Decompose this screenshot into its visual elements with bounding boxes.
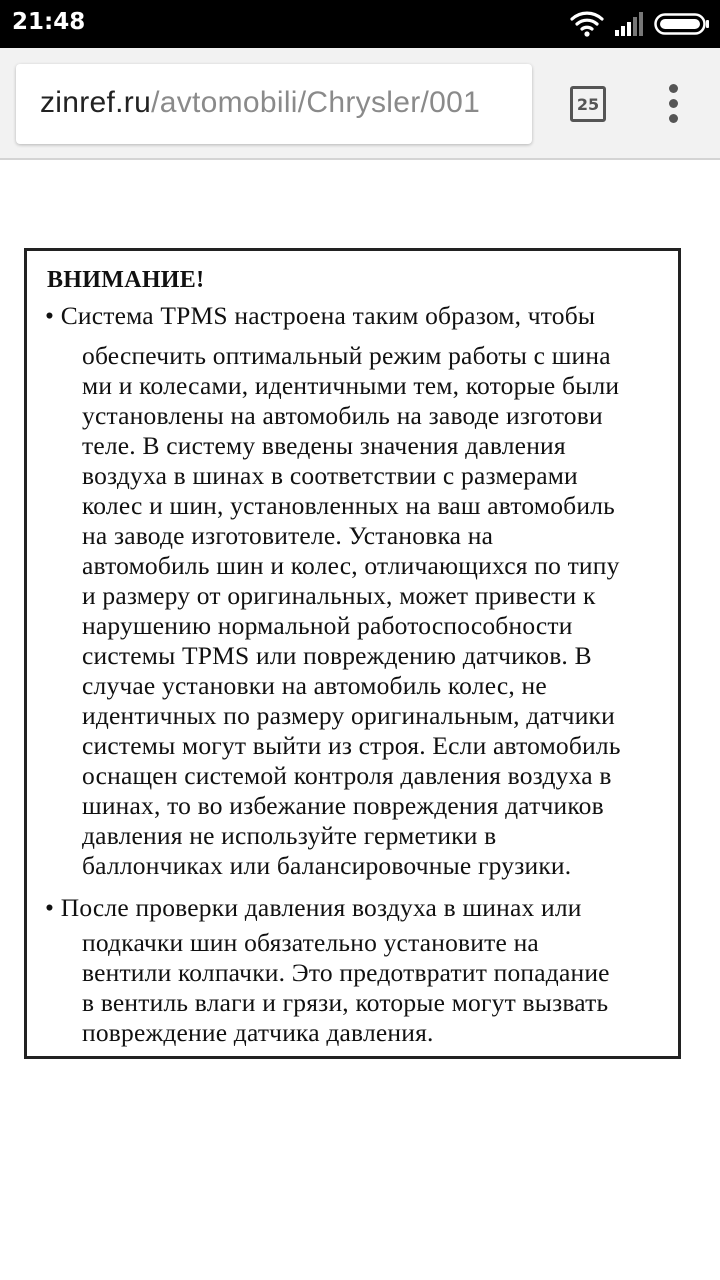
more-vert-icon[interactable] xyxy=(662,84,686,124)
battery-icon xyxy=(654,13,710,35)
text-line: системы TPMS или повреждению датчиков. В xyxy=(82,641,592,670)
wifi-icon xyxy=(570,10,604,38)
text-line: в вентиль влаги и грязи, которые могут вызвать xyxy=(82,988,609,1017)
url-text xyxy=(40,86,480,120)
url-path: /avtomobili/Chrysler/001 xyxy=(151,86,481,119)
text-line: ми и колесами, идентичными тем, которые были xyxy=(82,371,620,400)
tab-switcher-button[interactable]: 25 xyxy=(570,86,606,122)
text-line: вентили колпачки. Это предотвратит попадание xyxy=(82,958,610,987)
text-line: колес и шин, установленных на ваш автомобиль xyxy=(82,491,615,520)
text-line: на заводе изготовителе. Установка на xyxy=(82,521,494,550)
address-bar[interactable] xyxy=(16,64,532,144)
text-line: воздуха в шинах в соответствии с размерами xyxy=(82,461,578,490)
signal-icon xyxy=(614,12,646,36)
text-line: случае установки на автомобиль колес, не xyxy=(82,671,547,700)
url-domain: zinref.ru xyxy=(40,86,152,119)
text-line: нарушению нормальной работоспособности xyxy=(82,611,573,640)
status-bar xyxy=(0,0,720,48)
text-line: установлены на автомобиль на заводе изготови xyxy=(82,401,603,430)
text-line: оснащен системой контроля давления воздуха в xyxy=(82,761,612,790)
text-line: повреждение датчика давления. xyxy=(82,1018,434,1047)
status-time: 21:48 xyxy=(12,9,86,35)
text-line: баллончиках или балансировочные грузики. xyxy=(82,851,572,880)
text-line: идентичных по размеру оригинальным, датчики xyxy=(82,701,615,730)
bullet1-first-line: • Система TPMS настроена таким образом, чтобы xyxy=(45,301,596,330)
text-line: системы могут выйти из строя. Если автомобиль xyxy=(82,731,621,760)
bullet2-first-line: • После проверки давления воздуха в шинах или xyxy=(45,893,582,922)
text-line: и размеру от оригинальных, может привести к xyxy=(82,581,596,610)
browser-toolbar xyxy=(0,48,720,160)
warning-title: ВНИМАНИЕ! xyxy=(47,267,205,293)
text-line: подкачки шин обязательно установите на xyxy=(82,928,539,957)
text-line: обеспечить оптимальный режим работы с шина xyxy=(82,341,611,370)
bullet1-text xyxy=(82,341,621,881)
text-line: автомобиль шин и колес, отличающихся по типу xyxy=(82,551,620,580)
text-line: давления не используйте герметики в xyxy=(82,821,497,850)
text-line: теле. В систему введены значения давления xyxy=(82,431,566,460)
text-line: шинах, то во избежание повреждения датчиков xyxy=(82,791,604,820)
warning-box xyxy=(24,248,681,1059)
bullet2-text xyxy=(82,928,610,1048)
